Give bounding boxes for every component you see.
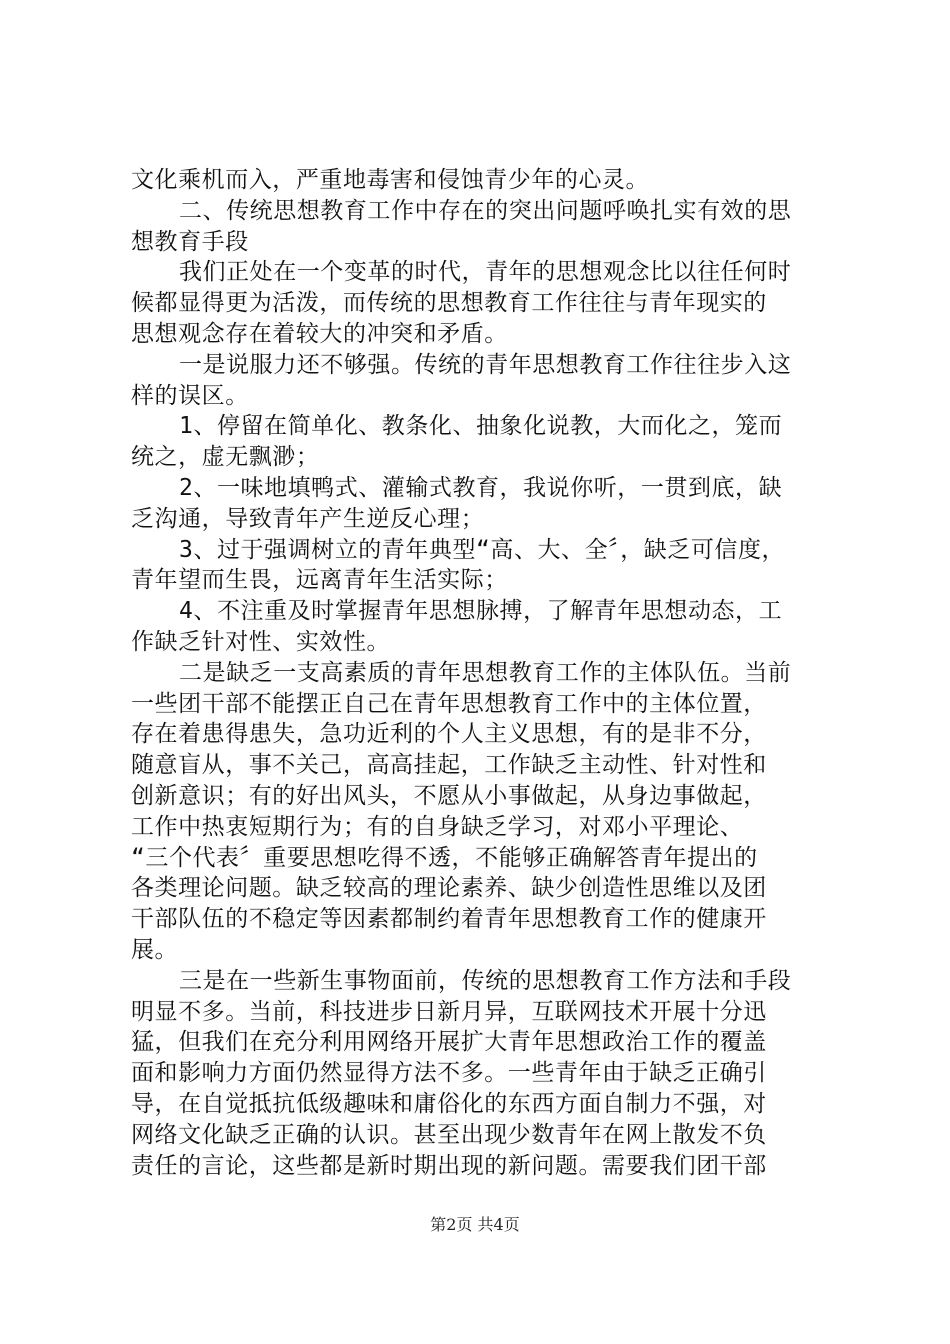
text-line: 干部队伍的不稳定等因素都制约着青年思想教育工作的健康开: [131, 906, 767, 933]
text-line: 猛，但我们在充分利用网络开展扩大青年思想政治工作的覆盖: [131, 1029, 767, 1056]
text-line: 一是说服力还不够强。传统的青年思想教育工作往往步入这: [179, 351, 792, 378]
text-line: 作缺乏针对性、实效性。: [131, 628, 391, 655]
text-line: 二是缺乏一支高素质的青年思想教育工作的主体队伍。当前: [179, 659, 792, 686]
text-line: 统之，虚无飘渺；: [131, 444, 320, 471]
page-footer: 第2页 共4页: [430, 1215, 520, 1234]
text-line: 青年望而生畏，远离青年生活实际；: [131, 567, 508, 594]
text-line: 导，在自觉抵抗低级趣味和庸俗化的东西方面自制力不强，对: [131, 1090, 767, 1117]
text-line: “三个代表〞重要思想吃得不透，不能够正确解答青年提出的: [131, 844, 758, 871]
text-line: 2、一味地填鸭式、灌输式教育，我说你听，一贯到底，缺: [179, 474, 783, 501]
text-line: 候都显得更为活泼，而传统的思想教育工作往往与青年现实的: [131, 290, 767, 317]
text-line: 文化乘机而入，严重地毒害和侵蚀青少年的心灵。: [131, 167, 650, 193]
text-line: 随意盲从，事不关己，高高挂起，工作缺乏主动性、针对性和: [131, 752, 767, 779]
text-line: 4、不注重及时掌握青年思想脉搏，了解青年思想动态，工: [179, 598, 783, 625]
text-line: 3、过于强调树立的青年典型“高、大、全〞，缺乏可信度，: [179, 536, 786, 563]
text-line: 样的误区。: [131, 382, 249, 409]
text-line: 网络文化缺乏正确的认识。甚至出现少数青年在网上散发不负: [131, 1121, 767, 1148]
body-text: [131, 165, 831, 1181]
text-line: 1、停留在简单化、教条化、抽象化说教，大而化之，笼而: [179, 413, 783, 440]
text-line: 工作中热衷短期行为；有的自身缺乏学习，对邓小平理论、: [131, 813, 744, 840]
text-line: 明显不多。当前，科技进步日新月异，互联网技术开展十分迅: [131, 998, 767, 1025]
text-line: 面和影响力方面仍然显得方法不多。一些青年由于缺乏正确引: [131, 1060, 767, 1087]
text-line: 想教育手段: [131, 228, 249, 255]
text-line: 一些团干部不能摆正自己在青年思想教育工作中的主体位置，: [131, 690, 767, 717]
text-line: 二、传统思想教育工作中存在的突出问题呼唤扎实有效的思: [179, 197, 792, 224]
text-line: 我们正处在一个变革的时代，青年的思想观念比以往任何时: [179, 259, 792, 286]
text-line: 各类理论问题。缺乏较高的理论素养、缺少创造性思维以及团: [131, 875, 767, 902]
text-line: 思想观念存在着较大的冲突和矛盾。: [131, 320, 508, 347]
text-line: 责任的言论，这些都是新时期出现的新问题。需要我们团干部: [131, 1152, 767, 1179]
text-line: 存在着患得患失，急功近利的个人主义思想，有的是非不分，: [131, 721, 767, 748]
text-line: 创新意识；有的好出风头，不愿从小事做起，从身边事做起，: [131, 782, 767, 809]
text-line: 展。: [131, 936, 179, 963]
text-line: 三是在一些新生事物面前，传统的思想教育工作方法和手段: [179, 967, 792, 994]
text-line: 乏沟通，导致青年产生逆反心理；: [131, 505, 485, 532]
